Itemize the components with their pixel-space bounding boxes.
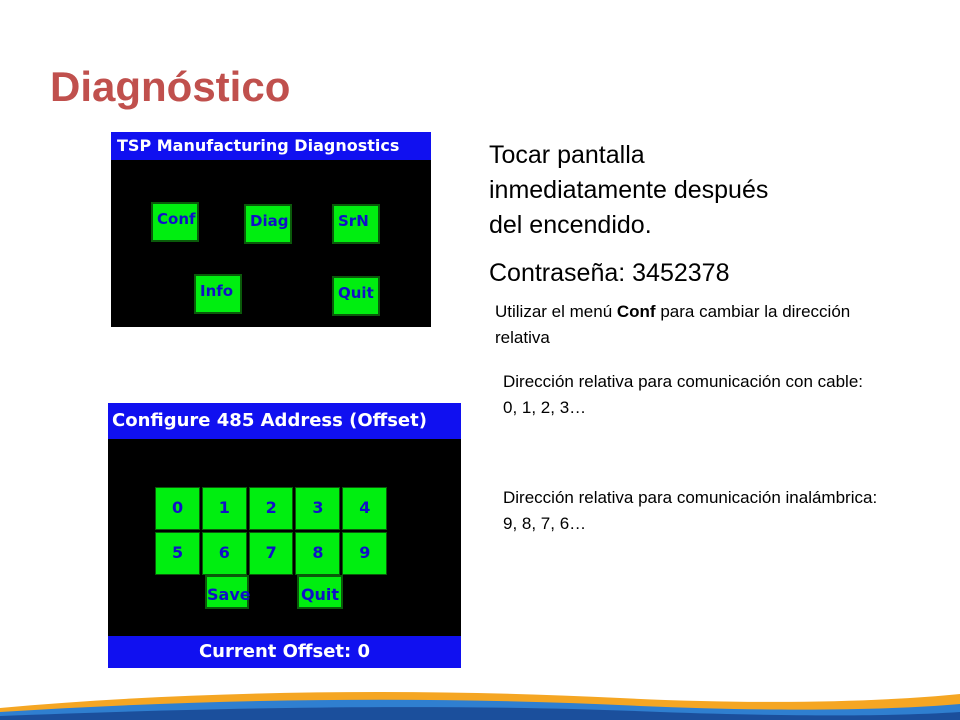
- key-7[interactable]: 7: [249, 532, 294, 575]
- touch-line-1: Tocar pantalla: [489, 141, 645, 169]
- wired-address-info: [503, 369, 903, 421]
- conf-button[interactable]: Conf: [151, 202, 199, 242]
- key-5[interactable]: 5: [155, 532, 200, 575]
- quit-button[interactable]: Quit: [332, 276, 380, 316]
- key-6[interactable]: 6: [202, 532, 247, 575]
- wireless-address-info: [503, 485, 903, 537]
- decorative-wave: [0, 660, 960, 720]
- note-suffix: para cambiar la dirección relativa: [495, 302, 851, 347]
- key-3[interactable]: 3: [295, 487, 340, 530]
- wireless-values: 9, 8, 7, 6…: [503, 514, 587, 533]
- key-2[interactable]: 2: [249, 487, 294, 530]
- diagnostics-screen: [111, 132, 431, 327]
- key-8[interactable]: 8: [295, 532, 340, 575]
- srn-button[interactable]: SrN: [332, 204, 380, 244]
- wireless-label: Dirección relativa para comunicación inalámbrica:: [503, 488, 878, 507]
- note-conf-bold: Conf: [616, 302, 656, 321]
- key-0[interactable]: 0: [155, 487, 200, 530]
- wired-values: 0, 1, 2, 3…: [503, 398, 587, 417]
- quit-button[interactable]: Quit: [297, 575, 343, 609]
- configure-header: Configure 485 Address (Offset): [108, 403, 461, 439]
- touch-instructions: [489, 138, 869, 243]
- save-button[interactable]: Save: [205, 575, 249, 609]
- key-4[interactable]: 4: [342, 487, 387, 530]
- key-1[interactable]: 1: [202, 487, 247, 530]
- diag-button[interactable]: Diag: [244, 204, 292, 244]
- info-button[interactable]: Info: [194, 274, 242, 314]
- wired-label: Dirección relativa para comunicación con cable:: [503, 372, 864, 391]
- password-text: Contraseña: 3452378: [489, 259, 730, 287]
- configure-address-screen: [108, 403, 461, 668]
- diagnostics-header: TSP Manufacturing Diagnostics: [111, 132, 431, 160]
- current-offset-footer: Current Offset: 0: [108, 636, 461, 668]
- slide-title: Diagnóstico: [50, 63, 291, 110]
- note-prefix: Utilizar el menú: [495, 302, 617, 321]
- offset-keypad: [155, 487, 387, 575]
- key-9[interactable]: 9: [342, 532, 387, 575]
- conf-menu-note: [495, 299, 895, 351]
- touch-line-2: inmediatamente después: [489, 176, 769, 204]
- touch-line-3: del encendido.: [489, 211, 652, 239]
